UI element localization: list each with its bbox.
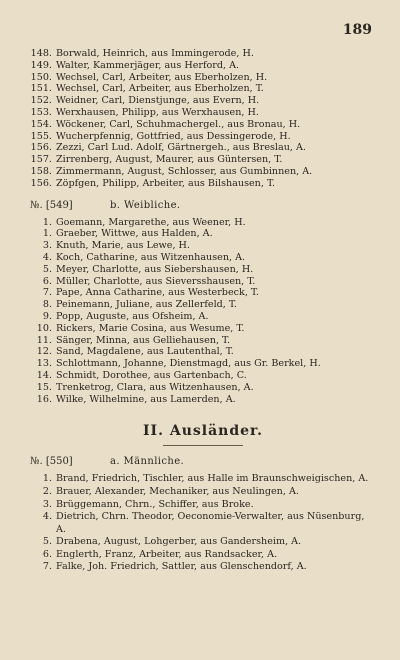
list-item bbox=[30, 83, 376, 95]
list-item bbox=[30, 358, 376, 370]
entry-text: Peinemann, Juliane, aus Zellerfeld, T. bbox=[56, 299, 237, 311]
list-item bbox=[30, 95, 376, 107]
entry-text: Trenketrog, Clara, aus Witzenhausen, A. bbox=[56, 381, 254, 393]
foreign-section-heading bbox=[30, 456, 376, 467]
entry-number: 1. bbox=[42, 473, 52, 485]
entry-number: 5. bbox=[42, 536, 52, 548]
list-item bbox=[30, 264, 376, 276]
entry-text: Meyer, Charlotte, aus Siebershausen, H. bbox=[56, 263, 254, 275]
list-item bbox=[30, 72, 376, 84]
page-number: 189 bbox=[342, 22, 372, 38]
entry-number: 2. bbox=[42, 485, 52, 497]
entry-number: 6. bbox=[42, 275, 52, 287]
entry-number: 11. bbox=[36, 334, 52, 346]
entry-number: 148. bbox=[30, 48, 52, 59]
entry-text: Sand, Magdalene, aus Lautenthal, T. bbox=[56, 346, 234, 358]
list-item bbox=[30, 511, 376, 536]
entry-text: Werxhausen, Philipp, aus Werxhausen, H. bbox=[56, 106, 259, 118]
list-item bbox=[30, 473, 376, 486]
entry-number: 12. bbox=[36, 346, 52, 358]
entry-text: Borwald, Heinrich, aus Immingerode, H. bbox=[56, 48, 254, 59]
entry-text: Brauer, Alexander, Mechaniker, aus Neulingen, A. bbox=[56, 485, 299, 497]
entry-text: Wilke, Wilhelmine, aus Lamerden, A. bbox=[56, 393, 236, 405]
entry-number: 152. bbox=[30, 95, 52, 107]
list-item bbox=[30, 276, 376, 288]
entry-number: 10. bbox=[36, 322, 52, 334]
entry-text: Popp, Auguste, aus Ofsheim, A. bbox=[56, 310, 209, 322]
entry-number: 8. bbox=[42, 299, 52, 311]
entry-number: 154. bbox=[30, 118, 52, 130]
entry-text: Drabena, August, Lohgerber, aus Gandersheim, A. bbox=[56, 536, 302, 548]
list-item bbox=[30, 299, 376, 311]
list-item bbox=[30, 536, 376, 549]
entry-text: Pape, Anna Catharine, aus Westerbeck, T. bbox=[56, 287, 259, 299]
entry-number: 4. bbox=[42, 251, 52, 263]
list-item bbox=[30, 499, 376, 512]
entry-number: 15. bbox=[36, 381, 52, 393]
list-item bbox=[30, 60, 376, 72]
entry-text: Englerth, Franz, Arbeiter, aus Randsacker, A. bbox=[56, 548, 278, 560]
entry-text: Schlottmann, Johanne, Dienstmagd, aus Gr. Berkel, H. bbox=[56, 358, 321, 370]
list-item bbox=[30, 486, 376, 499]
entry-number: 3. bbox=[42, 240, 52, 252]
entry-text: Wucherpfennig, Gottfried, aus Dessingerode, H. bbox=[56, 130, 291, 142]
list-item bbox=[30, 119, 376, 131]
entry-number: 9. bbox=[42, 310, 52, 322]
entry-text: Weidner, Carl, Dienstjunge, aus Evern, H. bbox=[56, 95, 260, 107]
entry-number: 14. bbox=[36, 369, 52, 381]
entry-text: Sänger, Minna, aus Gelliehausen, T. bbox=[56, 334, 231, 346]
entry-text: Falke, Joh. Friedrich, Sattler, aus Glenschendorf, A. bbox=[56, 561, 307, 573]
entry-text: Graeber, Wittwe, aus Halden, A. bbox=[56, 228, 213, 240]
entry-text: Zimmermann, August, Schlosser, aus Gumbinnen, A. bbox=[56, 165, 313, 177]
entry-text: Schmidt, Dorothee, aus Gartenbach, C. bbox=[56, 369, 247, 381]
entry-number: 155. bbox=[30, 130, 52, 142]
list-item bbox=[30, 131, 376, 143]
entry-text: Zezzi, Carl Lud. Adolf, Gärtnergeh., aus Breslau, A. bbox=[56, 142, 306, 154]
entry-number: 156. bbox=[30, 142, 52, 154]
entry-number: 6. bbox=[42, 548, 52, 560]
entry-number: 3. bbox=[42, 498, 52, 510]
male-list bbox=[30, 48, 376, 190]
entry-text: Zirrenberg, August, Maurer, aus Güntersen, T. bbox=[56, 154, 283, 166]
entry-number: 1. bbox=[42, 228, 52, 240]
entry-text: Brand, Friedrich, Tischler, aus Halle im Braunschweigischen, A. bbox=[56, 473, 369, 485]
entry-number: 158. bbox=[30, 165, 52, 177]
entry-number: 7. bbox=[42, 561, 52, 573]
entry-number: 4. bbox=[42, 511, 52, 523]
list-item bbox=[30, 335, 376, 347]
list-item bbox=[30, 382, 376, 394]
entry-text: Wöckener, Carl, Schuhmachergel., aus Bronau, H. bbox=[56, 118, 301, 130]
list-item bbox=[30, 561, 376, 574]
entry-text: Goemann, Margarethe, aus Weener, H. bbox=[56, 216, 246, 228]
foreign-heading: II. Ausländer. bbox=[143, 423, 263, 440]
entry-text: Wechsel, Carl, Arbeiter, aus Eberholzen, T. bbox=[56, 83, 264, 95]
foreign-list bbox=[30, 473, 376, 574]
entry-number: 5. bbox=[42, 263, 52, 275]
entry-text: Knuth, Marie, aus Lewe, H. bbox=[56, 240, 190, 252]
list-item bbox=[30, 178, 376, 190]
entry-number: 13. bbox=[36, 358, 52, 370]
list-item bbox=[30, 107, 376, 119]
list-item bbox=[30, 549, 376, 562]
list-item bbox=[30, 252, 376, 264]
entry-number: 151. bbox=[30, 83, 52, 95]
list-item bbox=[30, 154, 376, 166]
entry-text: Koch, Catharine, aus Witzenhausen, A. bbox=[56, 251, 246, 263]
list-item bbox=[30, 323, 376, 335]
list-item bbox=[30, 228, 376, 240]
list-item bbox=[30, 142, 376, 154]
foreign-heading-rule bbox=[163, 445, 243, 446]
list-item bbox=[30, 166, 376, 178]
foreign-section-title: a. Männliche. bbox=[110, 456, 185, 468]
female-section-heading bbox=[30, 200, 376, 211]
list-item bbox=[30, 394, 376, 406]
entry-text: Müller, Charlotte, aus Sieversshausen, T. bbox=[56, 275, 256, 287]
entry-text: Zöpfgen, Philipp, Arbeiter, aus Bilshausen, T. bbox=[56, 177, 275, 189]
female-section-title: b. Weibliche. bbox=[110, 199, 181, 211]
entry-number: 1. bbox=[42, 216, 52, 228]
entry-text: Wechsel, Carl, Arbeiter, aus Eberholzen, H. bbox=[56, 71, 268, 83]
entry-number: 153. bbox=[30, 106, 52, 118]
entry-number: 149. bbox=[30, 59, 52, 71]
entry-number: 157. bbox=[30, 154, 52, 166]
entry-number: 7. bbox=[42, 287, 52, 299]
list-item bbox=[30, 311, 376, 323]
entry-text: Rickers, Marie Cosina, aus Wesume, T. bbox=[56, 322, 245, 334]
entry-text: Brüggemann, Chrn., Schiffer, aus Broke. bbox=[56, 498, 254, 510]
entry-text: Walter, Kammerjäger, aus Herford, A. bbox=[56, 59, 240, 71]
list-item bbox=[30, 287, 376, 299]
list-item bbox=[30, 48, 376, 60]
entry-text: Dietrich, Chrn. Theodor, Oeconomie-Verwalter, aus Nüsenburg, A. bbox=[56, 511, 365, 535]
female-list bbox=[30, 217, 376, 406]
list-item bbox=[30, 240, 376, 252]
list-item bbox=[30, 370, 376, 382]
entry-number: 156. bbox=[30, 177, 52, 189]
entry-number: 150. bbox=[30, 71, 52, 83]
female-section-tag: №. [549] bbox=[30, 199, 73, 211]
list-item bbox=[30, 217, 376, 229]
entry-number: 16. bbox=[36, 393, 52, 405]
list-item bbox=[30, 346, 376, 358]
foreign-section-tag: №. [550] bbox=[30, 456, 73, 468]
